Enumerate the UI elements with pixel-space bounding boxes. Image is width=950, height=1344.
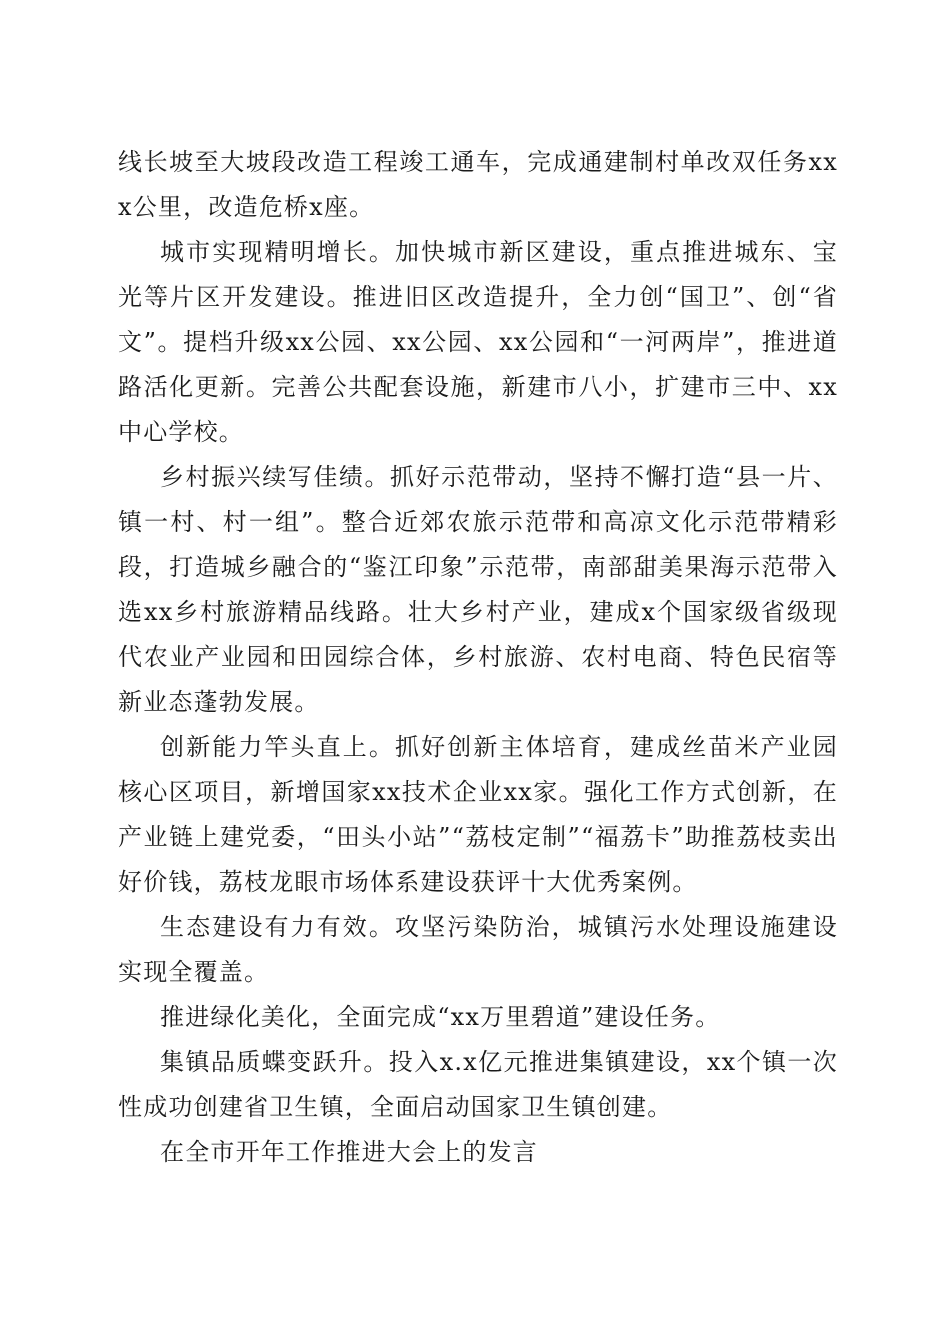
paragraph-road-renovation: 线长坡至大坡段改造工程竣工通车，完成通建制村单改双任务xxx公里，改造危桥x座。 bbox=[118, 148, 838, 221]
paragraph-speech-title: 在全市开年工作推进大会上的发言 bbox=[160, 1138, 538, 1166]
paragraph-greening: 推进绿化美化，全面完成“xx万里碧道”建设任务。 bbox=[160, 1003, 721, 1031]
paragraph-innovation: 创新能力竿头直上。抓好创新主体培育，建成丝苗米产业园核心区项目，新增国家xx技术企业xx家。强化工作方式创新，在产业链上建党委，“田头小站”“荔枝定制”“福荔卡”助推荔枝卖出好价钱，荔枝龙眼市场体系建设获评十大优秀案例。 bbox=[118, 733, 838, 896]
paragraph-ecology: 生态建设有力有效。攻坚污染防治，城镇污水处理设施建设实现全覆盖。 bbox=[118, 913, 838, 986]
document-body bbox=[118, 140, 838, 1175]
paragraph-urban-growth: 城市实现精明增长。加快城市新区建设，重点推进城东、宝光等片区开发建设。推进旧区改造提升，全力创“国卫”、创“省文”。提档升级xx公园、xx公园、xx公园和“一河两岸”，推进道路活化更新。完善公共配套设施，新建市八小，扩建市三中、xx中心学校。 bbox=[118, 238, 838, 446]
paragraph-town-quality: 集镇品质蝶变跃升。投入x.x亿元推进集镇建设，xx个镇一次性成功创建省卫生镇，全面启动国家卫生镇创建。 bbox=[118, 1048, 838, 1121]
paragraph-rural-revitalization: 乡村振兴续写佳绩。抓好示范带动，坚持不懈打造“县一片、镇一村、村一组”。整合近郊农旅示范带和高凉文化示范带精彩段，打造城乡融合的“鉴江印象”示范带，南部甜美果海示范带入选xx乡村旅游精品线路。壮大乡村产业，建成x个国家级省级现代农业产业园和田园综合体，乡村旅游、农村电商、特色民宿等新业态蓬勃发展。 bbox=[118, 463, 838, 716]
